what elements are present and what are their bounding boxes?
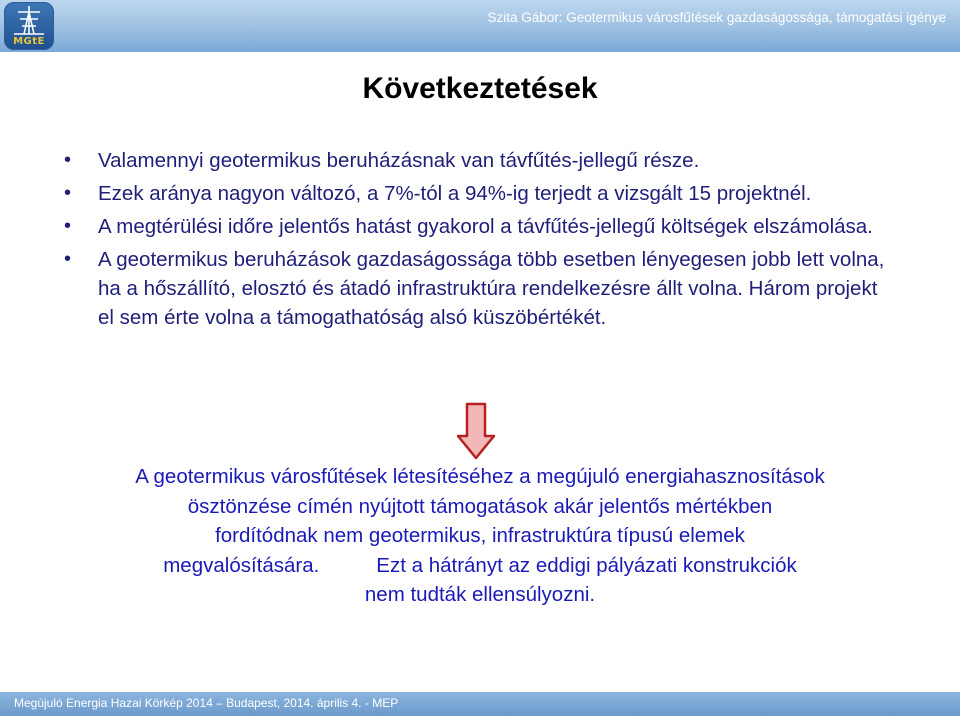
- logo-text: MGtE: [13, 36, 45, 47]
- bullet-item: • A megtérülési időre jelentős hatást gyakorol a távfűtés-jellegű költségek elszámolása.: [64, 212, 894, 241]
- down-arrow-icon: [456, 402, 496, 460]
- slide-title: Következtetések: [362, 72, 598, 105]
- conclusion-line: A geotermikus városfűtések létesítéséhez a megújuló energiahasznosítások: [135, 465, 825, 488]
- conclusion-line: megvalósítására. Ezt a hátrányt az eddigi pályázati konstrukciók: [163, 553, 797, 577]
- bullet-item: • Valamennyi geotermikus beruházásnak van távfűtés-jellegű része.: [64, 146, 894, 175]
- footer-band: [0, 692, 960, 716]
- conclusion-text: [70, 462, 890, 610]
- bullet-item: • Ezek aránya nagyon változó, a 7%-tól a 94%-ig terjedt a vizsgált 15 projektnél.: [64, 179, 894, 208]
- bullet-list: [64, 146, 894, 336]
- header-band: [0, 0, 960, 52]
- bullet-item: • A geotermikus beruházások gazdaságossága több esetben lényegesen jobb lett volna, ha a hőszállító, elosztó és átadó infrastruktúra rendelkezésre állt volna. Három projekt el sem érte volna a támogathatóság alsó küszöbértékét.: [64, 245, 894, 332]
- footer-text: Megújuló Energia Hazai Körkép 2014 – Budapest, 2014. április 4. - MEP: [14, 696, 399, 710]
- mgte-logo: [4, 2, 54, 50]
- conclusion-line: ösztönzése címén nyújtott támogatások akár jelentős mértékben: [187, 494, 773, 518]
- conclusion-line: fordítódnak nem geotermikus, infrastruktúra típusú elemek: [215, 524, 745, 547]
- conclusion-line: nem tudták ellensúlyozni.: [364, 583, 596, 606]
- header-title: Szita Gábor: Geotermikus városfűtések gazdaságossága, támogatási igénye: [487, 10, 946, 25]
